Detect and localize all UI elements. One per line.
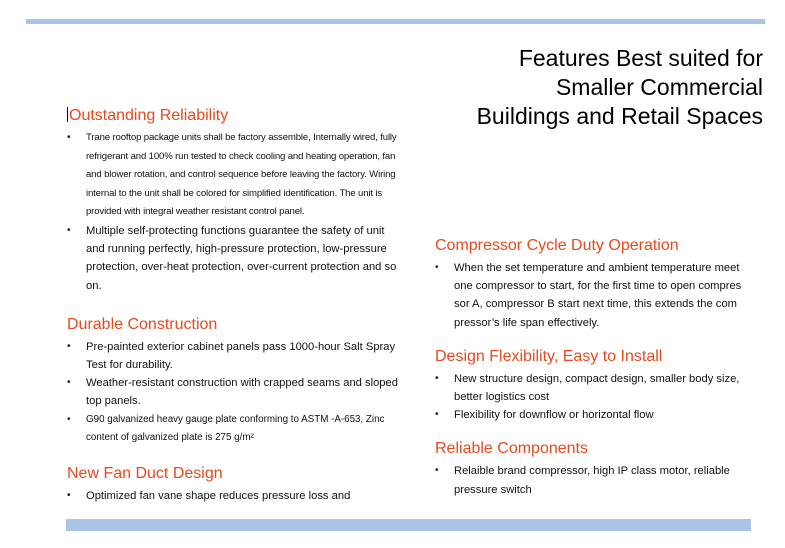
list-item: • Flexibility for downflow or horizontal flow: [435, 406, 755, 424]
right-column: [435, 236, 755, 499]
section-new-fan-duct-design: [67, 464, 402, 505]
section-design-flexibility: [435, 347, 755, 425]
list-item: • Weather-resistant construction with crapped seams and sloped top panels.: [67, 374, 402, 410]
section-compressor-cycle: [435, 236, 755, 332]
title-line-3: Buildings and Retail Spaces: [476, 103, 763, 129]
title-line-1: Features Best suited for: [518, 45, 763, 71]
section-outstanding-reliability: [67, 106, 402, 295]
bottom-accent-bar: [66, 519, 751, 531]
list-item: • New structure design, compact design, smaller body size, better logistics cost: [435, 370, 755, 406]
bullet-list: [435, 259, 755, 332]
section-heading: Compressor Cycle Duty Operation: [435, 237, 679, 254]
bullet-list: [67, 222, 402, 295]
section-heading: New Fan Duct Design: [67, 465, 223, 482]
left-column: [67, 106, 402, 505]
bullet-list: [67, 338, 402, 447]
list-item: • When the set temperature and ambient temperature meet one compressor to start, for the first time to open compres sor A, compressor B start next time, this extends the com pressor’s life span effectively.: [435, 259, 755, 332]
bullet-list: [67, 487, 402, 505]
section-durable-construction: [67, 315, 402, 447]
section-heading: [67, 106, 402, 126]
section-reliable-components: [435, 439, 755, 498]
section-heading-text: Outstanding Reliability: [69, 107, 229, 124]
list-item: • G90 galvanized heavy gauge plate conforming to ASTM -A-653, Zinc content of galvanized plate is 275 g/m²: [67, 411, 402, 447]
section-heading: Design Flexibility, Easy to Install: [435, 347, 663, 365]
bullet-list: [435, 462, 755, 498]
list-item: • Trane rooftop package units shall be factory assemble, Internally wired, fully refrigerant and 100% run tested to check cooling and heating operation, fan and blower rotation, and control sequence before leaving the factory. Wiring internal to the unit shall be colored for simplified identification. The unit is provided with integral weather resistant control panel.: [67, 129, 402, 222]
bullet-list: [67, 129, 402, 222]
text-cursor: [67, 107, 68, 122]
title-line-2: Smaller Commercial: [555, 74, 763, 100]
section-heading: Durable Construction: [67, 315, 218, 333]
top-accent-bar: [26, 19, 765, 24]
list-item: • Optimized fan vane shape reduces pressure loss and: [67, 487, 402, 505]
list-item: • Pre-painted exterior cabinet panels pass 1000-hour Salt Spray Test for durability.: [67, 338, 402, 374]
bullet-list: [435, 370, 755, 425]
section-heading: Reliable Components: [435, 440, 588, 458]
list-item: • Multiple self-protecting functions guarantee the safety of unit and running perfectly, high-pressure protection, low-pressure protection, over-heat protection, over-current protection and so on.: [67, 222, 402, 295]
list-item: • Relaible brand compressor, high IP class motor, reliable pressure switch: [435, 462, 755, 498]
page-title: [403, 44, 763, 131]
